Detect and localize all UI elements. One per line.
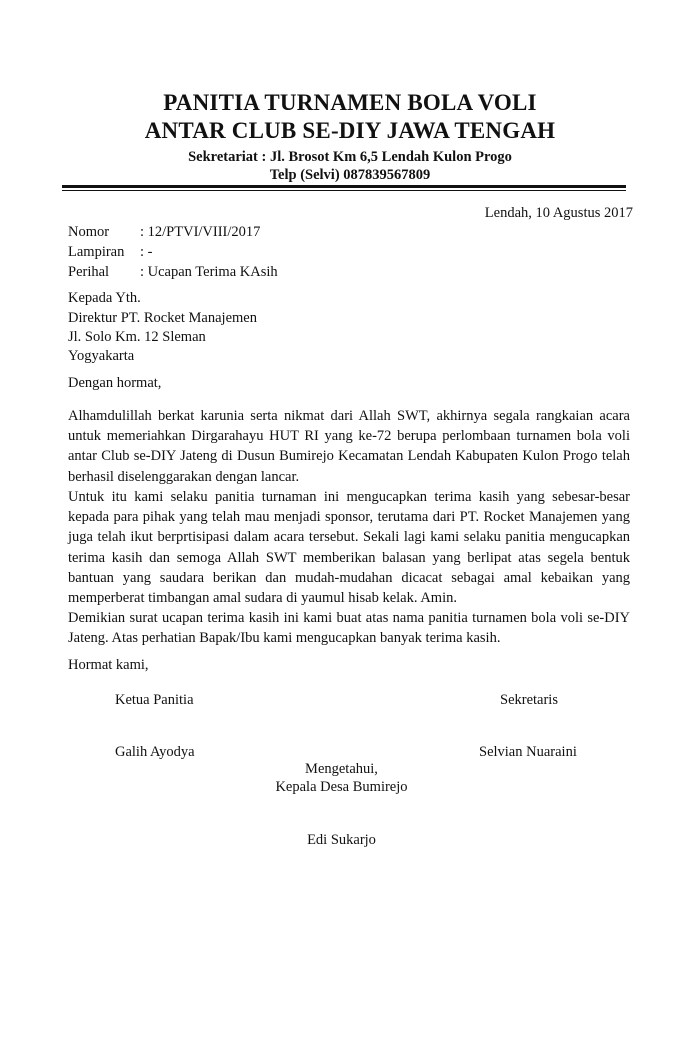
letter-date: Lendah, 10 Agustus 2017 <box>484 205 633 221</box>
body-paragraph-3: Demikian surat ucapan terima kasih ini kami buat atas nama panitia turnamen bola voli se-DIY Jateng. Atas perhatian Bapak/Ibu kami mengucapkan banyak terima kasih. <box>68 610 630 647</box>
letterhead-title-line1: PANITIA TURNAMEN BOLA VOLI <box>163 90 537 115</box>
letterhead-secretariat: Sekretariat : Jl. Brosot Km 6,5 Lendah Kulon Progo <box>188 149 512 165</box>
recipient-line3: Jl. Solo Km. 12 Sleman <box>68 329 206 345</box>
signature-center-name: Edi Sukarjo <box>307 832 376 848</box>
recipient-line2: Direktur PT. Rocket Manajemen <box>68 310 257 326</box>
signature-right-name: Selvian Nuaraini <box>479 744 577 760</box>
letterhead-divider-thin <box>62 190 626 191</box>
recipient-line1: Kepada Yth. <box>68 290 141 306</box>
recipient-line4: Yogyakarta <box>68 348 135 364</box>
letterhead-phone: Telp (Selvi) 087839567809 <box>269 167 431 183</box>
meta-label-nomor: Nomor <box>68 224 110 240</box>
body-paragraph-2: Untuk itu kami selaku panitia turnaman ini mengucapkan terima kasih yang sebesar-besar kepada para pihak yang telah mau menjadi sponsor, terutama dari PT. Rocket Manajemen yang juga telah ikut berprtisipasi dalam acara tersebut. Sekali lagi kami selaku panitia mengucapkan terima kasih dan semoga Allah SWT memberikan balasan yang berlipat atas segela bentuk bantuan yang saudara berikan dan mudah-mudahan dicacat sebagai amal kebaikan yang memperberat timbangan amal sudara di yaumul hisab kelak. Amin. <box>68 489 630 607</box>
meta-label-perihal: Perihal <box>68 264 110 280</box>
signature-center-title: Kepala Desa Bumirejo <box>275 779 408 795</box>
signature-left-name: Galih Ayodya <box>115 744 195 760</box>
meta-value-lampiran: : - <box>140 244 153 260</box>
letterhead-title-line2: ANTAR CLUB SE-DIY JAWA TENGAH <box>144 118 556 143</box>
signature-right-title: Sekretaris <box>500 692 558 708</box>
closing: Hormat kami, <box>68 657 149 673</box>
letterhead-divider-thick <box>62 185 626 188</box>
meta-value-nomor: : 12/PTVI/VIII/2017 <box>140 224 261 240</box>
signature-left-title: Ketua Panitia <box>115 692 194 708</box>
signature-center-label: Mengetahui, <box>305 761 378 777</box>
meta-value-perihal: : Ucapan Terima KAsih <box>140 264 278 280</box>
body-paragraph-1: Alhamdulillah berkat karunia serta nikmat dari Allah SWT, akhirnya segala rangkaian acara untuk memeriahkan Dirgarahayu HUT RI yang ke-72 berupa perlombaan turnamen bola voli antar Club se-DIY Jateng di Dusun Bumirejo Kecamatan Lendah Kabupaten Kulon Progo telah berhasil diselenggarakan dengan lancar. <box>68 408 630 485</box>
meta-label-lampiran: Lampiran <box>68 244 125 260</box>
greeting: Dengan hormat, <box>68 375 162 391</box>
